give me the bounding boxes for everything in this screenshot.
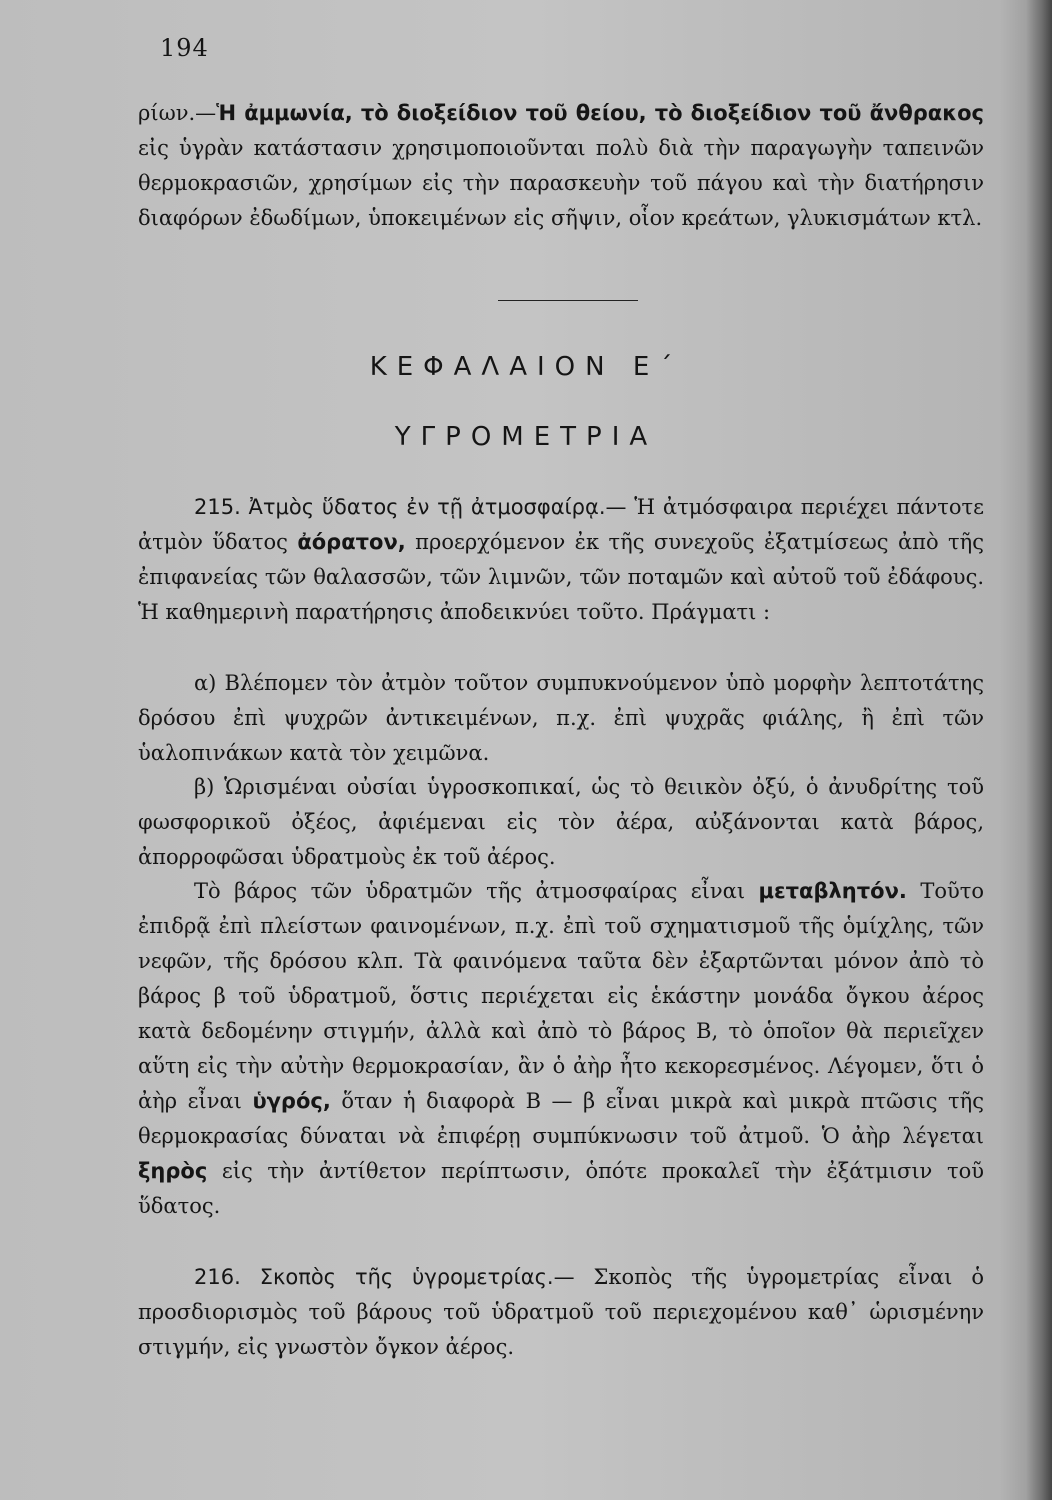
section-divider bbox=[498, 300, 638, 301]
weight-text-c: ὅταν ἡ διαφορὰ Β — β εἶναι μικρὰ καὶ μικρὰ πτῶσις τῆς θερμοκρασίας δύναται νὰ ἐπιφέρῃ συμπύκνωσιν τοῦ ἀτμοῦ. Ὁ ἀὴρ λέγεται bbox=[138, 1089, 984, 1148]
section-216-paragraph bbox=[138, 1260, 984, 1365]
chapter-title: ΥΓΡΟΜΕΤΡΙΑ bbox=[394, 422, 658, 452]
intro-lead: ρίων.— bbox=[138, 101, 217, 125]
section-215-paragraph bbox=[138, 490, 984, 630]
weight-text-d: εἰς τὴν ἀντίθετον περίπτωσιν, ὁπότε προκαλεῖ τὴν ἐξάτμισιν τοῦ ὕδατος. bbox=[138, 1159, 984, 1218]
intro-bold-substances: Ἡ ἀμμωνία, τὸ διοξείδιον τοῦ θείου, τὸ διοξείδιον τοῦ ἄνθρακος bbox=[216, 101, 984, 125]
section-216-heading: 216. Σκοπὸς τῆς ὑγρομετρίας.— bbox=[194, 1265, 575, 1289]
point-a-paragraph: α) Βλέπομεν τὸν ἀτμὸν τοῦτον συμπυκνούμενον ὑπὸ μορφὴν λεπτοτάτης δρόσου ἐπὶ ψυχρῶν ἀντικειμένων, π.χ. ἐπὶ ψυχρᾶς φιάλης, ἢ ἐπὶ τῶν ὑαλοπινάκων κατὰ τὸν χειμῶνα. bbox=[138, 671, 984, 765]
section-215-bold: ἀόρατον, bbox=[297, 530, 406, 554]
weight-bold-humid: ὑγρός, bbox=[252, 1089, 331, 1113]
section-215-text-b: προερχόμενον ἐκ τῆς συνεχοῦς ἐξατμίσεως ἀπὸ τῆς ἐπιφανείας τῶν θαλασσῶν, τῶν λιμνῶν, τῶν ποταμῶν καὶ αὐτοῦ τοῦ ἐδάφους. Ἡ καθημερινὴ παρατήρησις ἀποδεικνύει τοῦτο. Πράγματι : bbox=[138, 530, 984, 624]
page-edge-shadow bbox=[1026, 0, 1052, 1500]
weight-paragraph bbox=[138, 874, 984, 1224]
weight-text-b: Τοῦτο ἐπιδρᾷ ἐπὶ πλείστων φαινομένων, π.χ. ἐπὶ τοῦ σχηματισμοῦ τῆς ὁμίχλης, τῶν νεφῶν, τῆς δρόσου κλπ. Τὰ φαινόμενα ταῦτα δὲν ἐξαρτῶνται μόνον ἀπὸ τὸ βάρος β τοῦ ὑδρατμοῦ, ὅστις περιέχεται εἰς ἑκάστην μονάδα ὄγκου ἀέρος κατὰ δεδομένην στιγμήν, ἀλλὰ καὶ ἀπὸ τὸ βάρος Β, τὸ ὁποῖον θὰ περιεῖχεν αὕτη εἰς τὴν αὐτὴν θερμοκρασίαν, ἂν ὁ ἀὴρ ἦτο κεκορεσμένος. Λέγομεν, ὅτι ὁ ἀὴρ εἶναι bbox=[138, 879, 984, 1113]
section-215-text-a: Ἡ ἀτμόσφαιρα περιέχει πάντοτε ἀτμὸν ὕδατος bbox=[138, 495, 984, 554]
weight-bold-variable: μεταβλητόν. bbox=[758, 879, 907, 903]
intro-paragraph bbox=[138, 96, 984, 236]
section-215-heading: 215. Ἀτμὸς ὕδατος ἐν τῇ ἀτμοσφαίρᾳ.— bbox=[194, 495, 627, 519]
section-216-text: Σκοπὸς τῆς ὑγρομετρίας εἶναι ὁ προσδιορισμὸς τοῦ βάρους τοῦ ὑδρατμοῦ τοῦ περιεχομένου καθ᾽ ὡρισμένην στιγμήν, εἰς γνωστὸν ὄγκον ἀέρος. bbox=[138, 1265, 984, 1359]
point-b-paragraph: β) Ὡρισμέναι οὐσίαι ὑγροσκοπικαί, ὡς τὸ θειικὸν ὀξύ, ὁ ἀνυδρίτης τοῦ φωσφορικοῦ ὀξέος, ἀφιέμεναι εἰς τὸν ἀέρα, αὐξάνονται κατὰ βάρος, ἀπορροφῶσαι ὑδρατμοὺς ἐκ τοῦ ἀέρος. bbox=[138, 775, 984, 869]
page-number: 194 bbox=[160, 34, 209, 62]
weight-text-a: Τὸ βάρος τῶν ὑδρατμῶν τῆς ἀτμοσφαίρας εἶναι bbox=[194, 879, 759, 903]
chapter-label: ΚΕΦΑΛΑΙΟΝ Ε΄ bbox=[369, 352, 683, 382]
weight-bold-dry: ξηρὸς bbox=[138, 1159, 208, 1183]
intro-text: εἰς ὑγρὰν κατάστασιν χρησιμοποιοῦνται πολὺ διὰ τὴν παραγωγὴν ταπεινῶν θερμοκρασιῶν, χρησίμων εἰς τὴν παρασκευὴν τοῦ πάγου καὶ τὴν διατήρησιν διαφόρων ἐδωδίμων, ὑποκειμένων εἰς σῆψιν, οἷον κρεάτων, γλυκισμάτων κτλ. bbox=[138, 136, 984, 230]
